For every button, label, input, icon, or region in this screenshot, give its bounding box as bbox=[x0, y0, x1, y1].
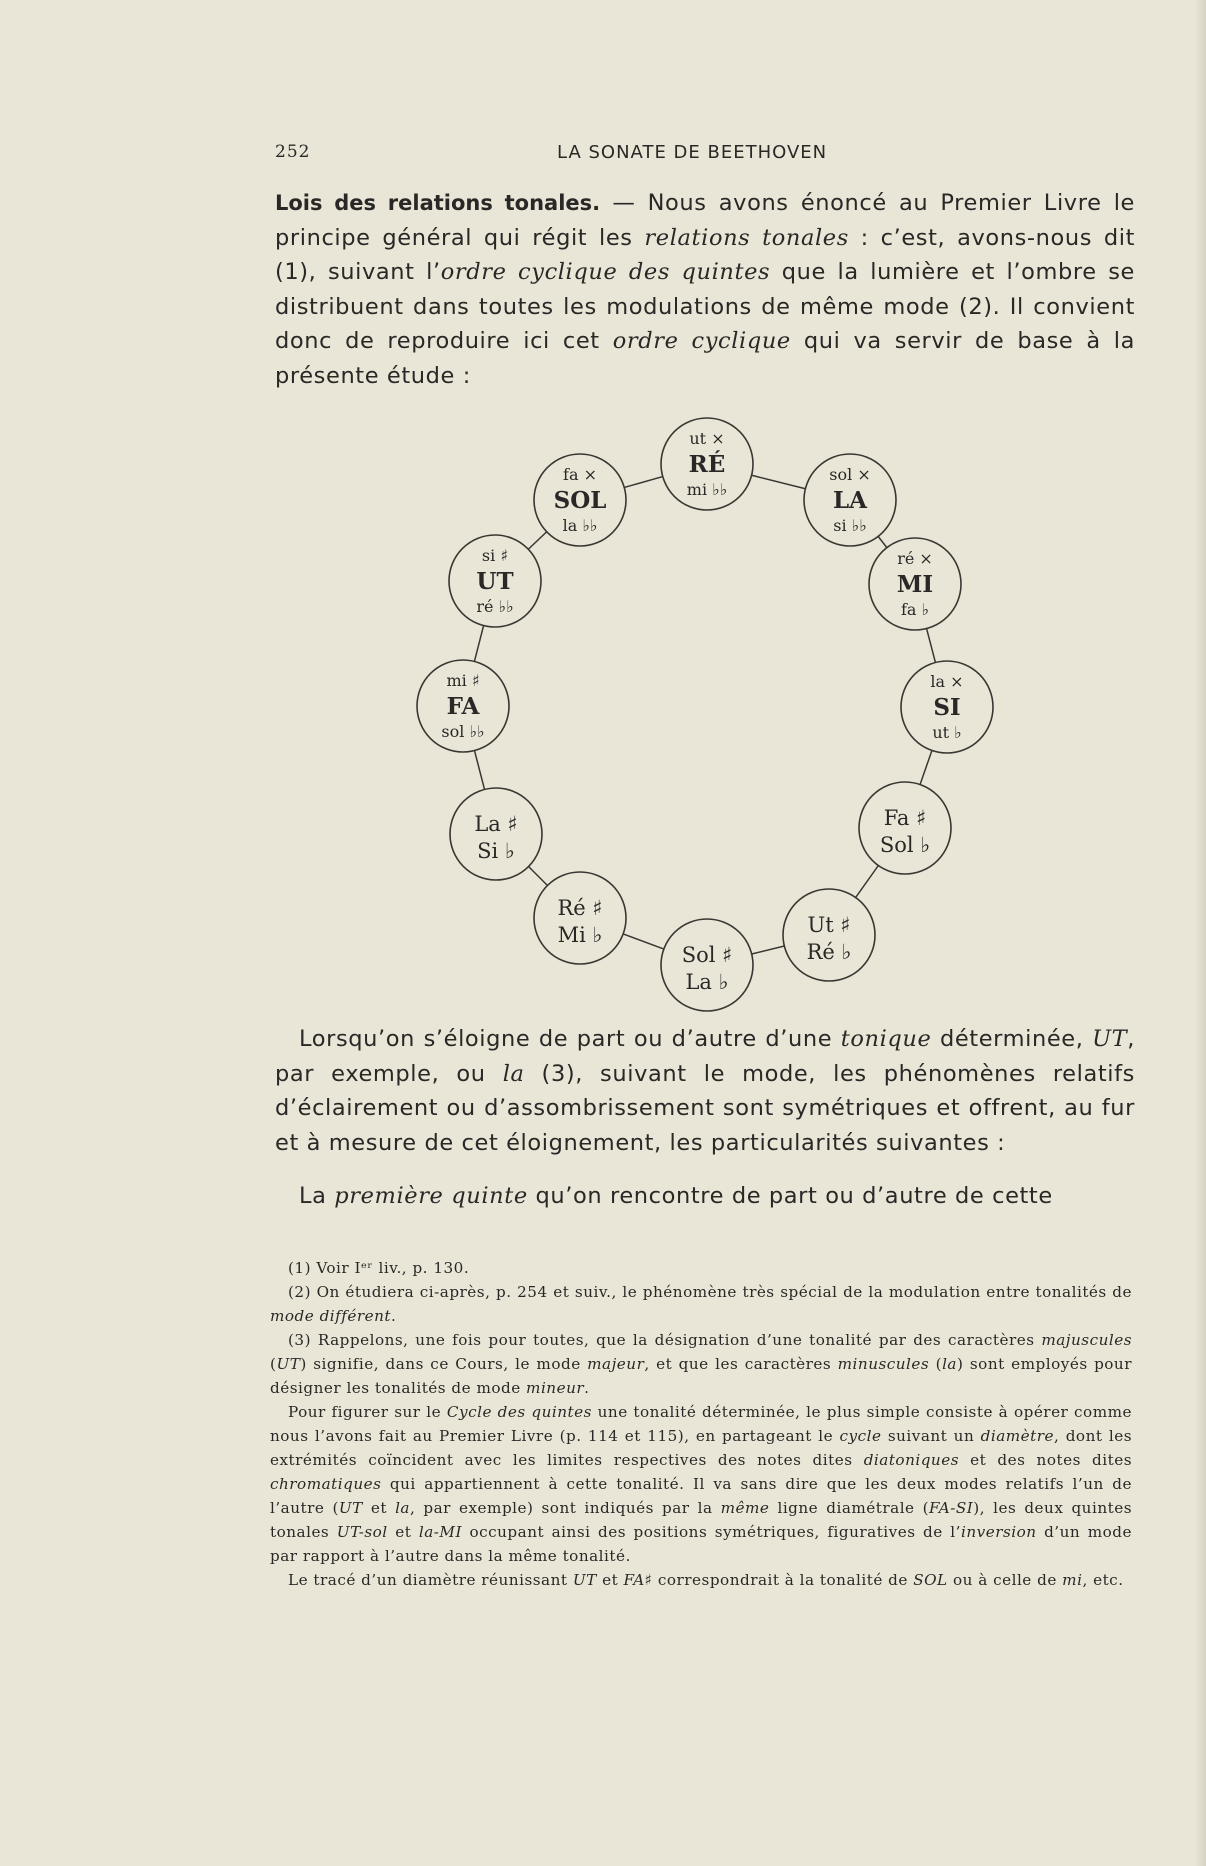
cycle-node bbox=[869, 538, 961, 630]
footnote-text: (1) Voir Iᵉʳ liv., p. 130. bbox=[288, 1259, 470, 1277]
footnote-text: une tonalité déterminée, le plus simple consiste à opérer comme nous l’avons fait au Premier Livre (p. 114 et 115), en partageant le bbox=[270, 1403, 1132, 1445]
footnote-text: . bbox=[584, 1379, 590, 1397]
footnote-text: , par exemple) sont indiqués par la bbox=[409, 1499, 721, 1517]
cycle-node bbox=[804, 454, 896, 546]
footnote-text: ( bbox=[270, 1355, 277, 1373]
cycle-connector bbox=[474, 626, 483, 662]
node-lower-enharmonic: la ♭♭ bbox=[562, 516, 598, 535]
footnotes bbox=[270, 1256, 1132, 1592]
node-lower-key: La ♭ bbox=[685, 970, 729, 994]
cycle-node bbox=[450, 788, 542, 880]
node-key-label: UT bbox=[476, 568, 514, 595]
cycle-connector bbox=[624, 477, 662, 488]
emphasis: la bbox=[502, 1060, 525, 1087]
cycle-connector bbox=[856, 866, 879, 898]
emphasis: SOL bbox=[913, 1571, 948, 1589]
node-lower-key: Ré ♭ bbox=[806, 940, 852, 964]
node-upper-enharmonic: ré × bbox=[897, 549, 933, 568]
text-run: déterminée, bbox=[931, 1026, 1093, 1052]
page-edge-shadow bbox=[1194, 0, 1206, 1866]
emphasis: diamètre bbox=[980, 1427, 1054, 1445]
footnote-2 bbox=[270, 1280, 1132, 1328]
running-title: LA SONATE DE BEETHOVEN bbox=[557, 142, 828, 163]
footnote-text: occupant ainsi des positions symétriques, figuratives de l’ bbox=[461, 1523, 961, 1541]
paragraph-first-fifth bbox=[275, 1179, 1135, 1214]
text-run: Lorsqu’on s’éloigne de part ou d’autre d’une bbox=[299, 1026, 841, 1052]
footnote-3-end bbox=[270, 1568, 1132, 1592]
cycle-connector bbox=[752, 475, 806, 489]
node-upper-enharmonic: fa × bbox=[563, 465, 597, 484]
emphasis: FA♯ bbox=[623, 1571, 653, 1589]
footnote-text: ) signifie, dans ce Cours, le mode bbox=[300, 1355, 588, 1373]
emphasis: ordre cyclique bbox=[612, 328, 791, 354]
emphasis: UT bbox=[338, 1499, 363, 1517]
node-lower-enharmonic: fa ♭ bbox=[900, 600, 930, 619]
node-upper-enharmonic: sol × bbox=[829, 465, 871, 484]
cycle-node bbox=[661, 418, 753, 510]
node-upper-key: Sol ♯ bbox=[681, 943, 733, 967]
cycle-connector bbox=[752, 946, 785, 954]
emphasis: ordre cyclique des quintes bbox=[440, 259, 771, 285]
footnote-text: ), les deux quintes tonales bbox=[270, 1499, 1132, 1541]
emphasis: tonique bbox=[840, 1026, 932, 1052]
cycle-node bbox=[661, 919, 753, 1011]
footnote-text: , et que les caractères bbox=[644, 1355, 838, 1373]
text-run: , par exemple, ou bbox=[275, 1026, 1135, 1087]
paragraph-tonic bbox=[275, 1022, 1135, 1160]
emphasis: UT bbox=[1092, 1026, 1128, 1052]
node-key-label: SOL bbox=[553, 487, 607, 514]
cycle-connector bbox=[920, 750, 932, 784]
footnote-text: . bbox=[391, 1307, 397, 1325]
footnote-text: ou à celle de bbox=[947, 1571, 1063, 1589]
emphasis: la bbox=[942, 1355, 957, 1373]
text-run: (3), suivant le mode, les phénomènes relatifs d’éclairement ou d’assombrissement sont symétriques et offrent, au fur et à mesure de cet éloignement, les particularités suivantes : bbox=[275, 1060, 1135, 1156]
emphasis: inversion bbox=[961, 1523, 1037, 1541]
footnote-text: Pour figurer sur le bbox=[288, 1403, 447, 1421]
text-run: La bbox=[299, 1183, 335, 1209]
node-key-label: FA bbox=[446, 693, 480, 720]
footnote-text: , etc. bbox=[1082, 1571, 1124, 1589]
cycle-node bbox=[417, 660, 509, 752]
node-lower-enharmonic: si ♭♭ bbox=[833, 516, 867, 535]
node-key-label: MI bbox=[896, 571, 934, 598]
node-lower-key: Si ♭ bbox=[477, 839, 515, 863]
cycle-connector bbox=[623, 934, 664, 949]
emphasis: première quinte bbox=[334, 1183, 528, 1209]
emphasis: diatoniques bbox=[863, 1451, 959, 1469]
footnote-text: (3) Rappelons, une fois pour toutes, que la désignation d’une tonalité par des caractères bbox=[288, 1331, 1042, 1349]
footnote-text: et bbox=[387, 1523, 419, 1541]
text-run: — Nous avons énoncé au Premier Livre le principe général qui régit les bbox=[275, 190, 1135, 251]
page-number: 252 bbox=[275, 142, 311, 162]
text-run: qu’on rencontre de part ou d’autre de cette bbox=[527, 1183, 1053, 1209]
node-upper-key: Ut ♯ bbox=[807, 913, 851, 937]
node-upper-key: Fa ♯ bbox=[883, 806, 927, 830]
emphasis: mi bbox=[1062, 1571, 1083, 1589]
emphasis: chromatiques bbox=[270, 1475, 382, 1493]
emphasis: la-MI bbox=[418, 1523, 462, 1541]
footnote-text: correspondrait à la tonalité de bbox=[652, 1571, 914, 1589]
emphasis: même bbox=[720, 1499, 770, 1517]
node-lower-key: Mi ♭ bbox=[557, 923, 603, 947]
cycle-node bbox=[449, 535, 541, 627]
node-upper-enharmonic: la × bbox=[930, 672, 964, 691]
node-upper-enharmonic: si ♯ bbox=[481, 546, 509, 565]
cycle-connector bbox=[529, 867, 548, 886]
emphasis: mineur bbox=[526, 1379, 585, 1397]
cycle-node bbox=[901, 661, 993, 753]
footnote-3 bbox=[270, 1328, 1132, 1400]
emphasis: la bbox=[395, 1499, 410, 1517]
emphasis: UT bbox=[276, 1355, 301, 1373]
footnote-text: et bbox=[362, 1499, 396, 1517]
footnote-text: ( bbox=[929, 1355, 943, 1373]
cycle-connector bbox=[927, 629, 936, 663]
footnote-text: Le tracé d’un diamètre réunissant bbox=[288, 1571, 573, 1589]
footnote-text: et des notes dites bbox=[959, 1451, 1132, 1469]
emphasis: UT bbox=[572, 1571, 597, 1589]
footnote-3-continued bbox=[270, 1400, 1132, 1568]
footnote-text: ligne diamétrale ( bbox=[769, 1499, 930, 1517]
node-lower-enharmonic: ré ♭♭ bbox=[476, 597, 514, 616]
text-run: : c’est, avons-nous dit (1), suivant l’ bbox=[275, 224, 1136, 285]
cycle-node bbox=[859, 782, 951, 874]
cycle-node bbox=[534, 454, 626, 546]
section-heading: Lois des relations tonales. bbox=[275, 191, 601, 215]
footnote-text: suivant un bbox=[881, 1427, 981, 1445]
cycle-connector bbox=[528, 532, 546, 550]
emphasis: majuscules bbox=[1041, 1331, 1132, 1349]
emphasis: minuscules bbox=[837, 1355, 930, 1373]
node-upper-key: La ♯ bbox=[474, 812, 518, 836]
node-key-label: LA bbox=[832, 487, 868, 514]
emphasis: cycle bbox=[839, 1427, 882, 1445]
emphasis: FA-SI bbox=[929, 1499, 974, 1517]
footnote-text: et bbox=[596, 1571, 624, 1589]
cycle-node bbox=[534, 872, 626, 964]
footnote-text: , dont les extrémités coïncident avec les limites respectives des notes dites bbox=[270, 1427, 1132, 1469]
footnote-text: (2) On étudiera ci-après, p. 254 et suiv., le phénomène très spécial de la modulation entre tonalités de bbox=[288, 1283, 1132, 1301]
node-key-label: RÉ bbox=[688, 451, 726, 478]
emphasis: relations tonales bbox=[644, 224, 849, 251]
cycle-connector bbox=[474, 751, 484, 790]
node-lower-key: Sol ♭ bbox=[879, 833, 931, 857]
node-lower-enharmonic: sol ♭♭ bbox=[441, 722, 485, 741]
emphasis: Cycle des quintes bbox=[446, 1403, 592, 1421]
node-lower-enharmonic: mi ♭♭ bbox=[686, 480, 728, 499]
node-upper-key: Ré ♯ bbox=[557, 896, 603, 920]
node-upper-enharmonic: ut × bbox=[689, 429, 725, 448]
cycle-node bbox=[783, 889, 875, 981]
emphasis: mode différent bbox=[270, 1307, 392, 1325]
footnote-1 bbox=[270, 1256, 1132, 1280]
node-key-label: SI bbox=[933, 694, 961, 721]
emphasis: majeur bbox=[587, 1355, 645, 1373]
footnote-text: ) sont employés pour désigner les tonalités de mode bbox=[270, 1355, 1132, 1397]
text-run: que la lumière et l’ombre se distribuent dans toutes les modulations de même mode (2). Il convient donc de reproduire ici cet bbox=[275, 259, 1135, 354]
footnote-text: qui appartiennent à cette tonalité. Il va sans dire que les deux modes relatifs l’un de l’autre ( bbox=[270, 1475, 1132, 1517]
cycle-connector bbox=[878, 536, 887, 547]
node-lower-enharmonic: ut ♭ bbox=[932, 723, 962, 742]
emphasis: UT-sol bbox=[336, 1523, 388, 1541]
footnote-text: d’un mode par rapport à l’autre dans la même tonalité. bbox=[270, 1523, 1132, 1565]
text-run: qui va servir de base à la présente étude : bbox=[275, 328, 1136, 389]
node-upper-enharmonic: mi ♯ bbox=[446, 671, 480, 690]
